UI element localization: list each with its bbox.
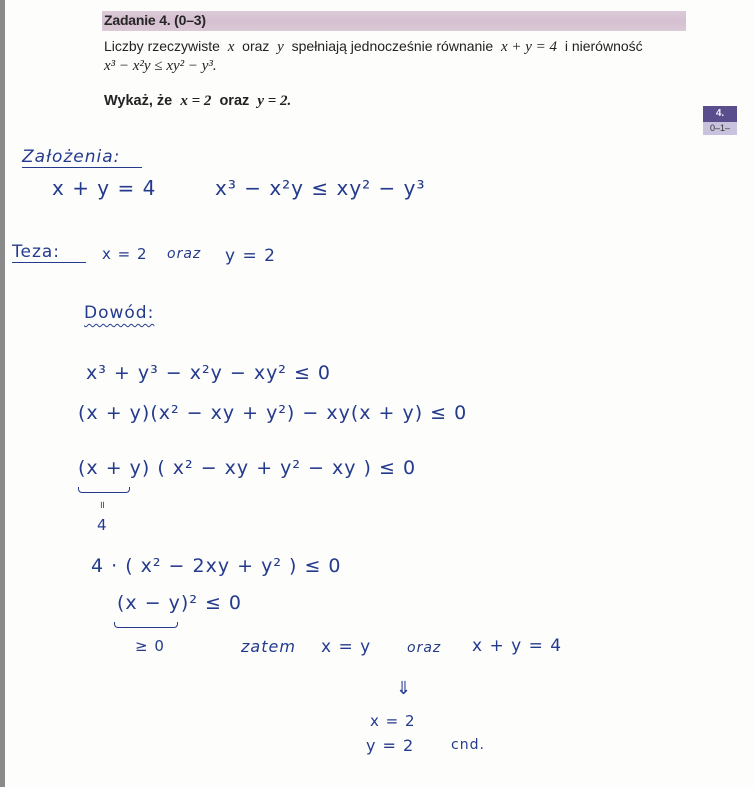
prove-statement (104, 93, 291, 110)
prove-x: x = 2 (180, 93, 212, 109)
var-y: y (277, 39, 284, 55)
task-statement (104, 37, 684, 75)
statement-text: spełniają jednocześnie równanie (291, 38, 494, 54)
inequality: x³ − x²y ≤ xy² − y³. (104, 58, 217, 74)
underbrace (78, 487, 130, 493)
var-x: x (227, 39, 235, 55)
page-left-edge (0, 0, 5, 787)
proof-line-1: x³ + y³ − x²y − xy² ≤ 0 (86, 362, 332, 384)
qed: cnd. (451, 737, 485, 753)
score-task-number: 4. (703, 106, 737, 122)
thesis-and: oraz (167, 246, 202, 262)
proof-line-5: (x − y)² ≤ 0 (117, 592, 243, 614)
equals-mark: ॥ (99, 500, 106, 511)
prove-label: Wykaż, że (104, 93, 173, 109)
prove-y: y = 2. (257, 93, 292, 109)
assumption-2: x³ − x²y ≤ xy² − y³ (215, 176, 426, 200)
proof-heading: Dowód: (84, 303, 155, 323)
thesis-x: x = 2 (102, 245, 148, 263)
thesis-y: y = 2 (225, 246, 276, 266)
proof-line-2: (x + y)(x² − xy + y²) − xy(x + y) ≤ 0 (78, 402, 468, 424)
x-eq-y: x = y (321, 637, 372, 657)
implies-arrow: ⇓ (396, 678, 413, 699)
thesis-heading: Teza: (12, 242, 86, 263)
proof-line-4: 4 · ( x² − 2xy + y² ) ≤ 0 (91, 555, 342, 577)
result-x: x = 2 (370, 712, 416, 730)
equation: x + y = 4 (500, 39, 558, 55)
proof-line-3: (x + y) ( x² − xy + y² − xy ) ≤ 0 (78, 457, 417, 479)
result-y: y = 2 (366, 736, 415, 755)
therefore: zatem (241, 637, 296, 656)
assumption-1: x + y = 4 (52, 176, 157, 200)
statement-text: oraz (242, 38, 270, 54)
score-range: 0–1– (703, 122, 737, 135)
and-word: oraz (407, 640, 442, 656)
sum-eq: x + y = 4 (472, 636, 563, 656)
geq-zero: ≥ 0 (135, 637, 165, 655)
underbrace (114, 622, 178, 628)
task-title-bar (102, 11, 686, 31)
four-label: 4 (97, 516, 108, 534)
statement-text: i nierówność (564, 38, 643, 54)
statement-text: Liczby rzeczywiste (104, 38, 220, 54)
assumptions-heading: Założenia: (22, 147, 142, 168)
score-box (703, 106, 737, 136)
task-title: Zadanie 4. (0–3) (104, 12, 206, 28)
prove-and: oraz (219, 93, 250, 109)
